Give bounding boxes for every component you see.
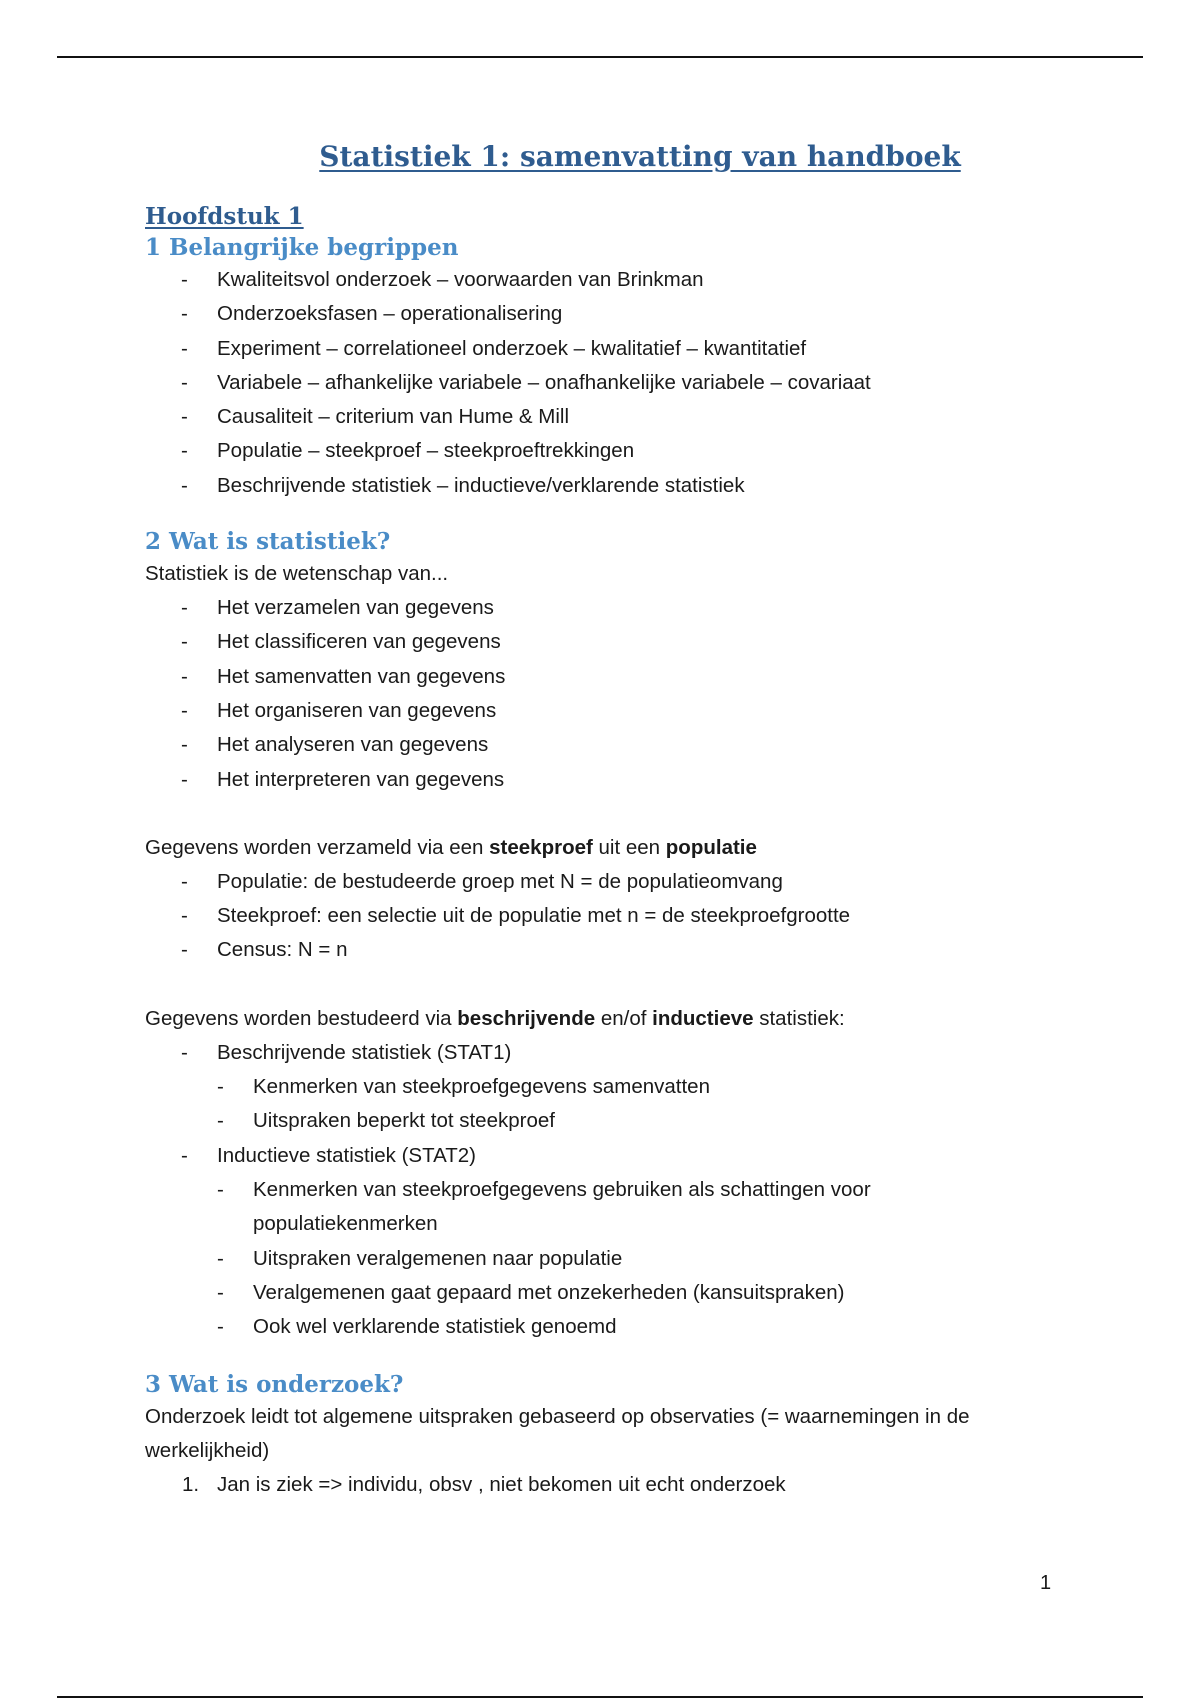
inductive-sublist [145, 1173, 1085, 1344]
section-1-heading: 1 Belangrijke begrippen [145, 234, 459, 261]
list-item: - Uitspraken beperkt tot steekproef [145, 1104, 1085, 1138]
list-item: - Onderzoeksfasen – operationalisering [145, 297, 1085, 331]
list-item: - Populatie – steekproef – steekproeftrekkingen [145, 434, 1085, 468]
list-item: - Het interpreteren van gegevens [145, 763, 1085, 797]
top-rule [57, 56, 1143, 58]
section-2-intro: Statistiek is de wetenschap van... [145, 562, 449, 586]
list-item: - Kenmerken van steekproefgegevens gebruiken als schattingen voor populatiekenmerken [145, 1173, 1085, 1242]
section-3-intro: Onderzoek leidt tot algemene uitspraken gebaseerd op observaties (= waarnemingen in de werkelijkheid) [145, 1405, 970, 1463]
sample-population-paragraph: Gegevens worden verzameld via een steekproef uit een populatie [145, 835, 757, 859]
statistics-types-paragraph: Gegevens worden bestudeerd via beschrijvende en/of inductieve statistiek: [145, 1006, 845, 1030]
section-2-heading: 2 Wat is statistiek? [145, 528, 391, 556]
list-item: - Populatie: de bestudeerde groep met N = de populatieomvang [145, 865, 1085, 899]
list-item: - Het analyseren van gegevens [145, 728, 1085, 762]
bottom-rule [57, 1696, 1143, 1698]
list-item: - Uitspraken veralgemenen naar populatie [145, 1242, 1085, 1276]
list-item: - Het samenvatten van gegevens [145, 660, 1085, 694]
list-item: 1. Jan is ziek => individu, obsv , niet bekomen uit echt onderzoek [182, 1473, 786, 1497]
list-item: - Census: N = n [145, 933, 1085, 967]
list-item: - Kwaliteitsvol onderzoek – voorwaarden van Brinkman [145, 263, 1085, 297]
descriptive-sublist [145, 1070, 1085, 1139]
document-page [145, 140, 1085, 1502]
sample-population-list [145, 865, 1085, 968]
document-title: Statistiek 1: samenvatting van handboek [319, 140, 961, 173]
list-item: - Ook wel verklarende statistiek genoemd [145, 1310, 1085, 1344]
list-item: - Veralgemenen gaat gepaard met onzekerheden (kansuitspraken) [145, 1276, 1085, 1310]
key-concepts-list [145, 263, 1085, 503]
descriptive-statistics-item: - Beschrijvende statistiek (STAT1) [145, 1036, 1085, 1070]
statistics-activities-list [145, 591, 1085, 797]
list-item: - Kenmerken van steekproefgegevens samenvatten [145, 1070, 1085, 1104]
list-item: - Variabele – afhankelijke variabele – onafhankelijke variabele – covariaat [145, 366, 1085, 400]
list-item: - Beschrijvende statistiek – inductieve/verklarende statistiek [145, 469, 1085, 503]
chapter-heading: Hoofdstuk 1 [145, 203, 304, 230]
list-item: - Het organiseren van gegevens [145, 694, 1085, 728]
list-item: - Experiment – correlationeel onderzoek – kwalitatief – kwantitatief [145, 332, 1085, 366]
inductive-statistics-item: - Inductieve statistiek (STAT2) [145, 1139, 1085, 1173]
list-item: - Het verzamelen van gegevens [145, 591, 1085, 625]
statistics-types-list [145, 1036, 1085, 1070]
list-item: - Steekproef: een selectie uit de populatie met n = de steekproefgrootte [145, 899, 1085, 933]
research-numbered-list [145, 1468, 1085, 1502]
page-number: 1 [1040, 1572, 1052, 1594]
section-3-heading: 3 Wat is onderzoek? [145, 1371, 404, 1399]
list-item: - Het classificeren van gegevens [145, 625, 1085, 659]
statistics-types-list-2 [145, 1139, 1085, 1173]
list-item: - Causaliteit – criterium van Hume & Mill [145, 400, 1085, 434]
